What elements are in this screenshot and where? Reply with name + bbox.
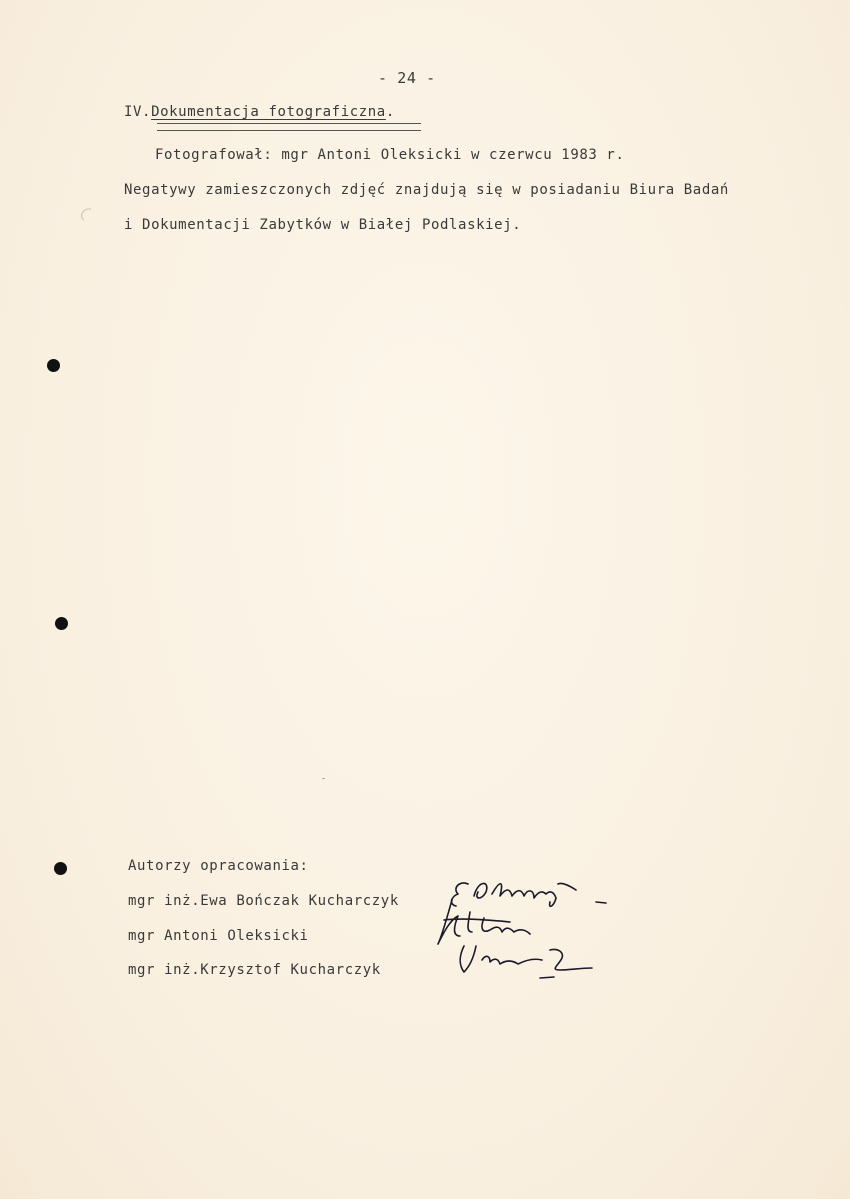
paragraph-photographer: Fotografował: mgr Antoni Oleksicki w czerwcu 1983 r. [155, 147, 625, 163]
punch-hole-top [47, 359, 60, 372]
author-name-2: mgr Antoni Oleksicki [128, 928, 309, 944]
punch-hole-bottom [54, 862, 67, 875]
authors-label: Autorzy opracowania: [128, 858, 309, 874]
section-number: IV. [124, 104, 152, 120]
paragraph-negatives-line-1: Negatywy zamieszczonych zdjęć znajdują się w posiadaniu Biura Badań [124, 182, 729, 198]
paragraph-negatives-line-2: i Dokumentacji Zabytków w Białej Podlaskiej. [124, 217, 522, 233]
section-heading [124, 104, 395, 120]
author-name-1: mgr inż.Ewa Bończak Kucharczyk [128, 893, 399, 909]
handwritten-signatures [430, 870, 630, 990]
section-title: Dokumentacja fotograficzna [151, 104, 386, 120]
section-period: . [385, 104, 395, 120]
author-name-3: mgr inż.Krzysztof Kucharczyk [128, 962, 381, 978]
signature-1 [452, 883, 606, 906]
heading-double-underline [157, 123, 421, 131]
page-number: - 24 - [378, 69, 436, 87]
signature-3 [460, 946, 592, 978]
faint-pencil-mark [76, 205, 96, 225]
paper-speck [322, 778, 325, 779]
punch-hole-middle [55, 617, 68, 630]
signature-2 [438, 900, 530, 944]
